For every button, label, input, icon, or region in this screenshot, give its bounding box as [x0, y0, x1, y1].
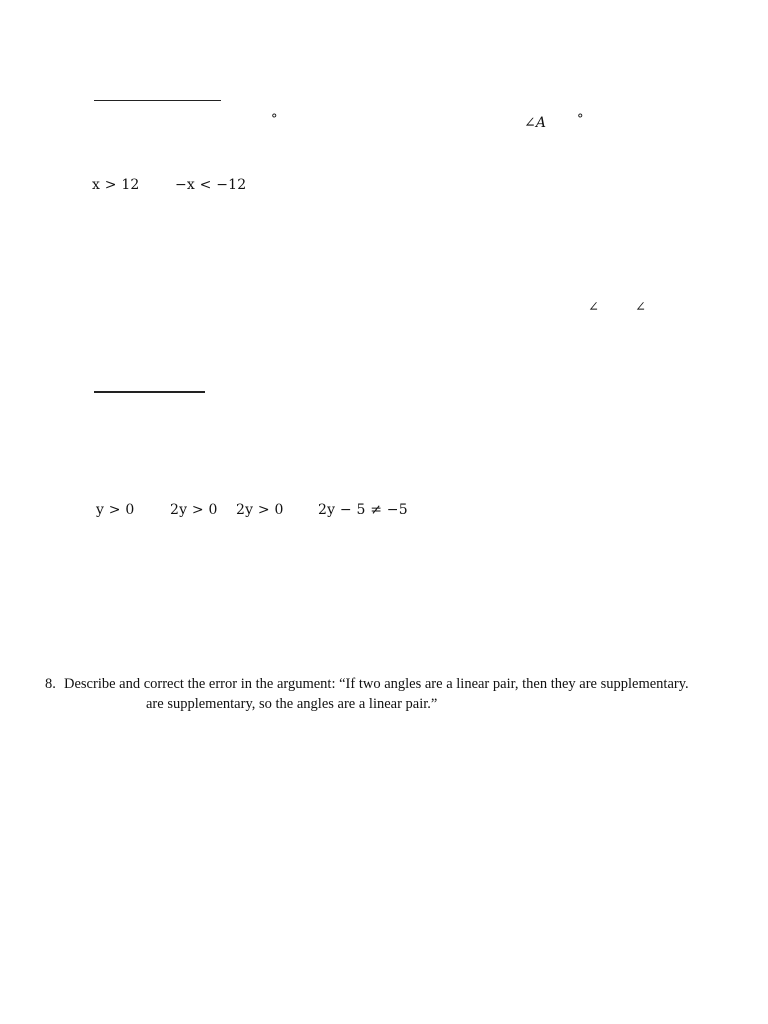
angle-symbol: ∠ — [635, 300, 646, 315]
question-number: 8. — [45, 676, 56, 692]
inequality-x-gt-12: x > 12 — [92, 177, 140, 193]
equation-2y-gt-0: 2y > 0 — [170, 502, 218, 518]
question-text-line-2: are supplementary, so the angles are a linear pair.” — [146, 696, 438, 712]
angle-symbol: ∠ — [588, 300, 599, 315]
equation-y-gt-0: y > 0 — [96, 502, 135, 518]
question-text-line-1: Describe and correct the error in the argument: “If two angles are a linear pair, then they are supplementary. — [64, 676, 689, 692]
degree-mark: ° — [577, 112, 584, 127]
inequality-neg-x-lt-neg-12: −x < −12 — [175, 177, 247, 193]
blank-underline-2 — [94, 391, 205, 393]
equation-2y-minus-5-ne-neg-5: 2y − 5 ≠ −5 — [318, 502, 408, 518]
equation-2y-gt-0: 2y > 0 — [236, 502, 284, 518]
blank-underline-1 — [94, 100, 221, 101]
angle-a-label: ∠A — [524, 115, 547, 131]
degree-mark: ° — [271, 112, 278, 127]
